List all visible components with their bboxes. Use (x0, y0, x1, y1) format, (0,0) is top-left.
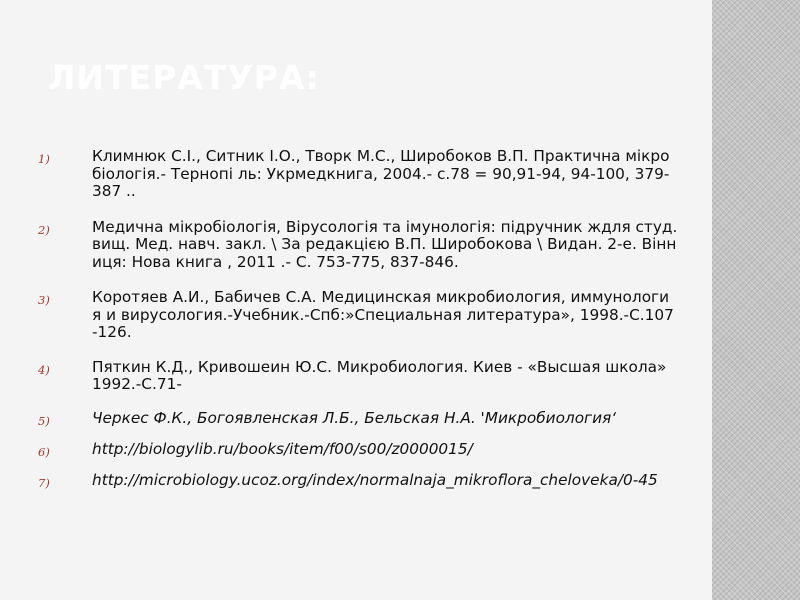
reference-item (38, 410, 678, 428)
reference-list (38, 148, 678, 490)
reference-link[interactable]: http://microbiology.ucoz.org/index/normalnaja_mikroflora_cheloveka/0-45 (92, 470, 658, 489)
reference-item (38, 289, 678, 342)
reference-link[interactable]: http://biologylib.ru/books/item/f00/s00/z0000015/ (92, 439, 473, 458)
reference-number: 2) (38, 222, 50, 237)
reference-item (38, 441, 678, 459)
reference-text: Коротяев А.И., Бабичев С.А. Медицинская микробиология, иммунология и вирусология.-Учебник.-Спб:»Специальная литература», 1998.-С.107-126. (92, 288, 674, 341)
reference-item (38, 148, 678, 201)
reference-item (38, 359, 678, 394)
reference-number: 4) (38, 362, 50, 377)
decorative-side-band (712, 0, 800, 600)
reference-number: 1) (38, 152, 50, 166)
reference-number: 7) (38, 475, 50, 490)
reference-number: 3) (38, 293, 50, 307)
slide-title: ЛИТЕРАТУРА: (48, 58, 320, 97)
reference-text: Пяткин К.Д., Кривошеин Ю.С. Микробиология. Киев - «Высшая школа» 1992.-С.71- (92, 357, 667, 393)
reference-number: 5) (38, 413, 50, 428)
reference-item (38, 472, 678, 490)
reference-number: 6) (38, 444, 50, 459)
reference-text: Климнюк С.І., Ситник І.О., Творк М.С., Широбоков В.П. Практична мікробіологія.- Тернопі ль: Укрмедкнига, 2004.- с.78 = 90,91-94, 94-100, 379-387 .. (92, 147, 670, 200)
reference-text: Медична мікробіологія, Вірусологія та імунологія: підручник ждля студ. вищ. Мед. навч. закл. \ За редакцією В.П. Широбокова \ Видан. 2-е. Вінниця: Нова книга , 2011 .- С. 753-775, 837-846. (92, 217, 678, 271)
reference-item (38, 219, 678, 272)
reference-text: Черкес Ф.К., Богоявленская Л.Б., Бельская Н.А. 'Микробиология‘ (92, 408, 617, 427)
